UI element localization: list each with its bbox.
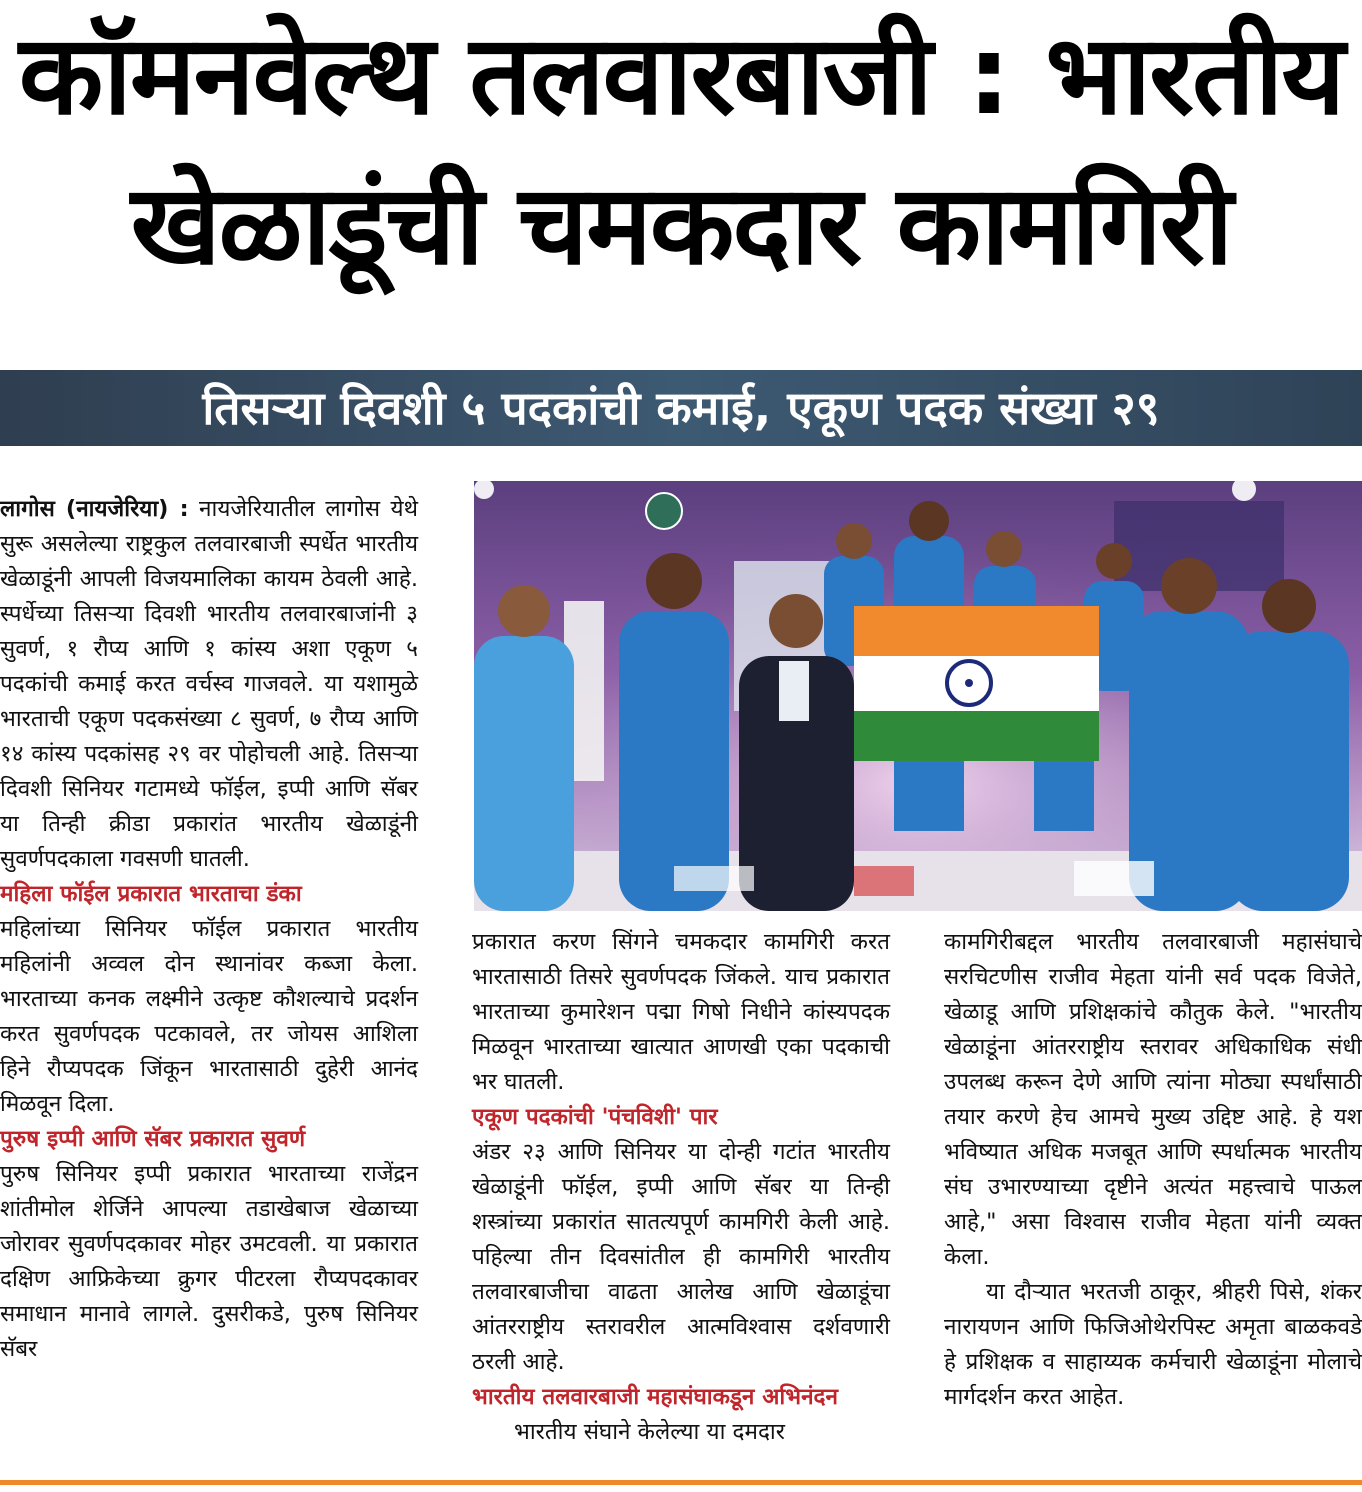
- paragraph-women-foil: महिलांच्या सिनियर फॉईल प्रकारात भारतीय महिलांनी अव्वल दोन स्थानांवर कब्जा केला. भारताच्या कनक लक्ष्मीने उत्कृष्ट कौशल्याचे प्रदर्शन करत सुवर्णपदक पटकावले, तर जोयस आशिला हिने रौप्यपदक जिंकून भारतासाठी दुहेरी आनंद मिळवून दिला.: [0, 916, 418, 1117]
- article-column-1: [0, 492, 418, 1367]
- paragraph-sabre-continued: प्रकारात करण सिंगने चमकदार कामगिरी करत भारतासाठी तिसरे सुवर्णपदक जिंकले. याच प्रकारात भारताच्या कुमारेशन पद्मा गिषो निधीने कांस्यपदक मिळवून भारताच्या खात्यात आणखी एका पदकाची भर घातली.: [472, 929, 890, 1095]
- team-photo-illustration: [474, 481, 1362, 911]
- article-column-2: [472, 925, 890, 1450]
- paragraph-total-medals: अंडर २३ आणि सिनियर या दोन्ही गटांत भारतीय खेळाडूंनी फॉईल, इप्पी आणि सॅबर या तिन्ही शस्त्रांच्या प्रकारांत सातत्यपूर्ण कामगिरी केली आहे. पहिल्या तीन दिवसांतील ही कामगिरी भारतीय तलवारबाजीचा वाढता आलेख आणि खेळाडूंचा आंतरराष्ट्रीय स्तरावरील आत्मविश्वास दर्शवणारी ठरली आहे.: [472, 1139, 890, 1375]
- intro-paragraph: [0, 492, 418, 877]
- subheadline: तिसऱ्या दिवशी ५ पदकांची कमाई, एकूण पदक संख्या २९: [202, 381, 1160, 435]
- headline-line-2: खेळाडूंची चमकदार कामगिरी: [130, 161, 1232, 289]
- intro-text: नायजेरियातील लागोस येथे सुरू असलेल्या राष्ट्रकुल तलवारबाजी स्पर्धेत भारतीय खेळाडूंनी आपली विजयमालिका कायम ठेवली आहे. स्पर्धेच्या तिसऱ्या दिवशी भारतीय तलवारबाजांनी ३ सुवर्ण, १ रौप्य आणि १ कांस्य अशा एकूण ५ पदकांची कमाई करत वर्चस्व गाजवले. या यशामुळे भारताची एकूण पदकसंख्या ८ सुवर्ण, ७ रौप्य आणि १४ कांस्य पदकांसह २९ वर पोहोचली आहे. तिसऱ्या दिवशी सिनियर गटामध्ये फॉईल, इप्पी आणि सॅबर या तिन्ही क्रीडा प्रकारांत भारतीय खेळाडूंनी सुवर्णपदकाला गवसणी घातली.: [0, 496, 418, 872]
- team-photo: [474, 481, 1362, 911]
- article-column-3: [944, 925, 1362, 1415]
- subheading-men-epee-sabre: पुरुष इप्पी आणि सॅबर प्रकारात सुवर्ण: [0, 1126, 306, 1152]
- subheading-total-medals: एकूण पदकांची 'पंचविशी' पार: [472, 1104, 718, 1130]
- subheadline-banner: [0, 370, 1362, 446]
- subheading-women-foil: महिला फॉईल प्रकारात भारताचा डंका: [0, 881, 302, 907]
- dateline: लागोस (नायजेरिया) :: [0, 496, 189, 522]
- bottom-rule: [0, 1480, 1362, 1485]
- paragraph-federation: भारतीय संघाने केलेल्या या दमदार: [514, 1419, 785, 1445]
- headline: [0, 0, 1362, 300]
- paragraph-men-epee-sabre: पुरुष सिनियर इप्पी प्रकारात भारताच्या राजेंद्रन शांतीमोल शेर्जिने आपल्या तडाखेबाज खेळाच्या जोरावर सुवर्णपदकावर मोहर उमटवली. या प्रकारात दक्षिण आफ्रिकेच्या क्रुगर पीटरला रौप्यपदकावर समाधान मानावे लागले. दुसरीकडे, पुरुष सिनियर सॅबर: [0, 1161, 418, 1362]
- paragraph-federation-continued: कामगिरीबद्दल भारतीय तलवारबाजी महासंघाचे सरचिटणीस राजीव मेहता यांनी सर्व पदक विजेते, खेळाडू आणि प्रशिक्षकांचे कौतुक केले. "भारतीय खेळाडूंना आंतरराष्ट्रीय स्तरावर अधिकाधिक संधी उपलब्ध करून देणे आणि त्यांना मोठ्या स्पर्धांसाठी तयार करणे हेच आमचे मुख्य उद्दिष्ट आहे. हे यश भविष्यात अधिक मजबूत आणि स्पर्धात्मक भारतीय संघ उभारण्याच्या दृष्टीने अत्यंत महत्त्वाचे पाऊल आहे," असा विश्वास राजीव मेहता यांनी व्यक्त केला.: [944, 929, 1362, 1270]
- headline-line-1: कॉमनवेल्थ तलवारबाजी : भारतीय: [18, 11, 1344, 139]
- subheading-federation: भारतीय तलवारबाजी महासंघाकडून अभिनंदन: [472, 1384, 838, 1410]
- paragraph-coaches: या दौऱ्यात भरतजी ठाकूर, श्रीहरी पिसे, शंकर नारायणन आणि फिजिओथेरपिस्ट अमृता बाळकवडे हे प्रशिक्षक व साहाय्यक कर्मचारी खेळाडूंना मोलाचे मार्गदर्शन करत आहेत.: [944, 1279, 1362, 1410]
